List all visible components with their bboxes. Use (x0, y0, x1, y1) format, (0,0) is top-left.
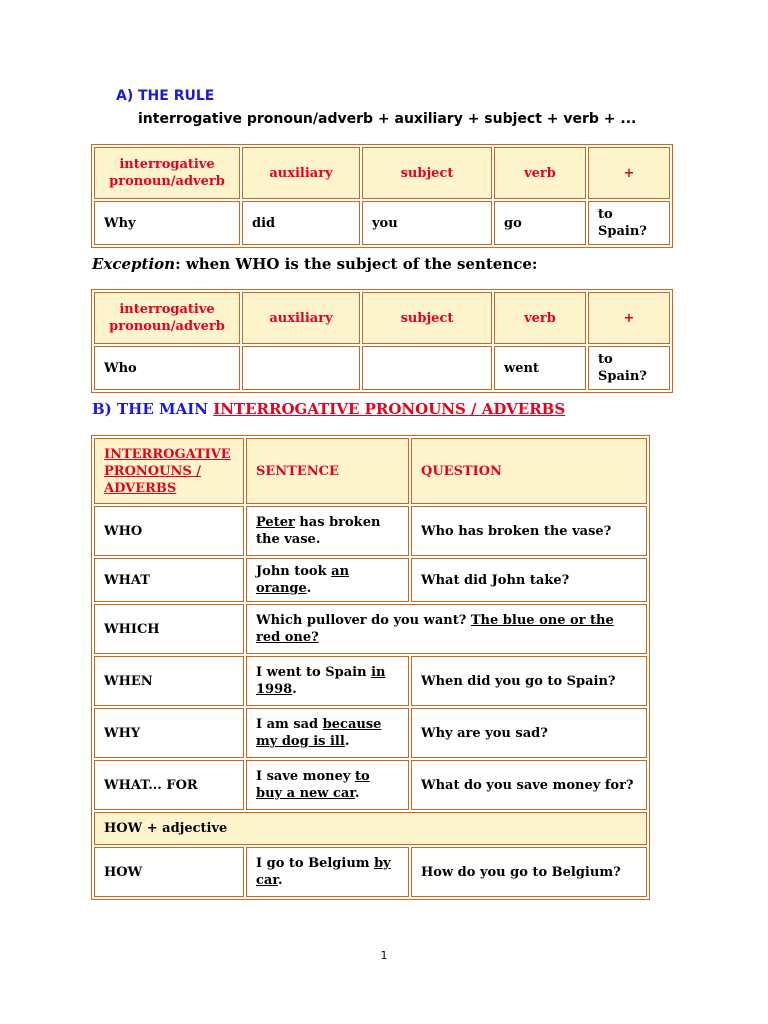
sentence-before: I save money (256, 769, 355, 784)
header-pronoun: interrogative pronoun/adverb (94, 147, 240, 199)
section-b-heading (92, 400, 565, 418)
sentence-after: . (344, 734, 350, 749)
table-row (94, 847, 647, 897)
cell-pronoun: Who (94, 346, 240, 390)
answer-underline: to buy a new car (256, 769, 370, 801)
cell-subject (362, 346, 492, 390)
header-verb: verb (494, 292, 586, 344)
table-row (94, 558, 647, 602)
word-cell: WHEN (94, 656, 244, 706)
header-auxiliary: auxiliary (242, 292, 360, 344)
pronouns-table (91, 435, 650, 900)
sentence-after: . (306, 581, 312, 596)
exception-line (92, 255, 537, 273)
sentence-before: I am sad (256, 717, 323, 732)
sentence-cell (246, 558, 409, 602)
word-cell: WHO (94, 506, 244, 556)
cell-verb: go (494, 201, 586, 245)
section-b-highlight: INTERROGATIVE PRONOUNS / ADVERBS (213, 400, 566, 418)
header-pronouns: INTERROGATIVE PRONOUNS / ADVERBS (94, 438, 244, 504)
header-auxiliary: auxiliary (242, 147, 360, 199)
sentence-before: Which pullover do you want? (256, 613, 471, 628)
section-b-prefix: B) THE MAIN (92, 400, 214, 418)
rule-formula: interrogative pronoun/adverb + auxiliary + subject + verb + ... (138, 111, 637, 127)
rule-table (91, 144, 673, 248)
cell-auxiliary (242, 346, 360, 390)
sentence-cell (246, 760, 409, 810)
sentence-cell (246, 506, 409, 556)
sentence-cell (246, 708, 409, 758)
cell-pronoun: Why (94, 201, 240, 245)
section-a-letter: A) (116, 88, 134, 104)
sentence-before: I went to Spain (256, 665, 372, 680)
sentence-cell (246, 847, 409, 897)
word-cell: WHY (94, 708, 244, 758)
sentence-after: . (278, 873, 283, 888)
word-cell: WHICH (94, 604, 244, 654)
exception-text: : when WHO is the subject of the sentence: (175, 255, 538, 273)
sentence-after: has broken the vase. (256, 515, 381, 547)
answer-underline: Peter (256, 515, 295, 530)
section-a-title: THE RULE (138, 88, 215, 104)
cell-rest: to Spain? (588, 201, 670, 245)
table-row (94, 812, 647, 845)
header-verb: verb (494, 147, 586, 199)
table-row (94, 760, 647, 810)
question-cell: Who has broken the vase? (411, 506, 647, 556)
sentence-cell (246, 604, 647, 654)
answer-underline: in 1998 (256, 665, 386, 697)
header-subject: subject (362, 292, 492, 344)
word-cell: HOW (94, 847, 244, 897)
header-plus: + (588, 147, 670, 199)
header-question: QUESTION (411, 438, 647, 504)
cell-verb: went (494, 346, 586, 390)
sentence-cell (246, 656, 409, 706)
word-cell: WHAT... FOR (94, 760, 244, 810)
answer-underline: because my dog is ill (256, 717, 382, 749)
word-cell: HOW + adjective (94, 812, 647, 845)
header-pronoun: interrogative pronoun/adverb (94, 292, 240, 344)
answer-underline: by car (256, 856, 391, 888)
question-cell: What do you save money for? (411, 760, 647, 810)
header-subject: subject (362, 147, 492, 199)
sentence-before: I go to Belgium (256, 856, 375, 871)
header-plus: + (588, 292, 670, 344)
page-number: 1 (380, 949, 388, 962)
question-cell: What did John take? (411, 558, 647, 602)
table-row (94, 708, 647, 758)
table-row (94, 656, 647, 706)
sentence-after: . (355, 786, 360, 801)
question-cell: When did you go to Spain? (411, 656, 647, 706)
word-cell: WHAT (94, 558, 244, 602)
sentence-before: John took (256, 564, 332, 579)
question-cell: How do you go to Belgium? (411, 847, 647, 897)
table-row (94, 506, 647, 556)
answer-underline: an orange (256, 564, 350, 596)
exception-table (91, 289, 673, 393)
cell-auxiliary: did (242, 201, 360, 245)
answer-underline: The blue one or the red one? (256, 613, 614, 645)
cell-subject: you (362, 201, 492, 245)
table-row (94, 604, 647, 654)
cell-rest: to Spain? (588, 346, 670, 390)
header-sentence: SENTENCE (246, 438, 409, 504)
question-cell: Why are you sad? (411, 708, 647, 758)
sentence-after: . (292, 682, 297, 697)
section-a-heading (116, 88, 214, 104)
exception-label: Exception (92, 255, 176, 273)
